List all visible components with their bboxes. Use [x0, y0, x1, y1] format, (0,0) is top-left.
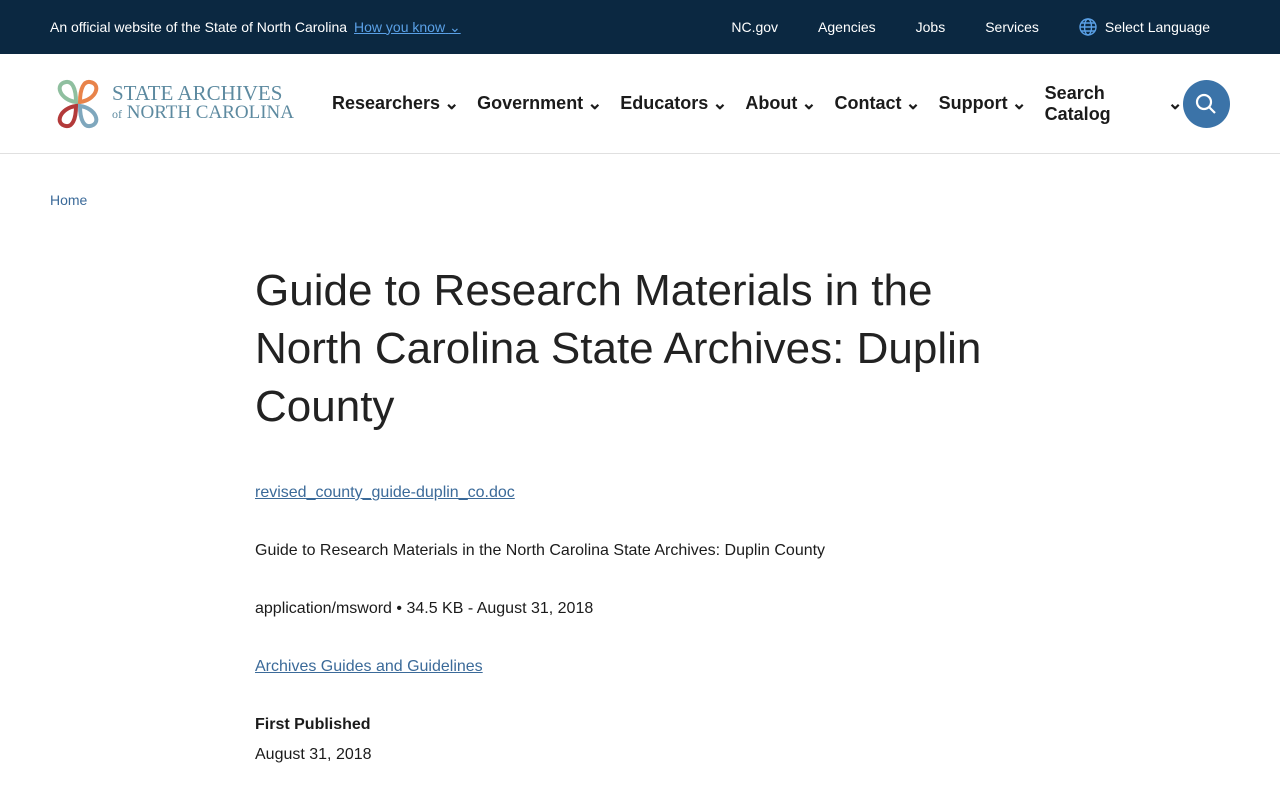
- category-link[interactable]: Archives Guides and Guidelines: [255, 658, 483, 675]
- chevron-down-icon: ⌄: [801, 93, 817, 113]
- chevron-down-icon: ⌄: [905, 93, 921, 113]
- link-services[interactable]: Services: [985, 19, 1039, 35]
- how-you-know-link[interactable]: How you know ⌄: [354, 18, 461, 35]
- logo-line2: NORTH CAROLINA: [126, 102, 294, 123]
- file-download-link[interactable]: revised_county_guide-duplin_co.doc: [255, 484, 515, 501]
- file-meta: application/msword • 34.5 KB - August 31, 2018: [255, 600, 594, 617]
- link-ncgov[interactable]: NC.gov: [731, 19, 779, 35]
- nav-support[interactable]: Support ⌄: [938, 93, 1027, 113]
- chevron-down-icon: ⌄: [587, 93, 603, 113]
- official-banner: [0, 0, 1280, 54]
- logo-of: of: [112, 107, 122, 121]
- dogwood-logo-icon: [50, 76, 106, 132]
- nav-government[interactable]: Government ⌄: [477, 93, 603, 113]
- page-title: Guide to Research Materials in the North Carolina State Archives: Duplin County: [255, 266, 982, 431]
- breadcrumb-home[interactable]: Home: [50, 192, 88, 208]
- nav-researchers[interactable]: Researchers ⌄: [331, 93, 460, 113]
- link-agencies[interactable]: Agencies: [818, 19, 876, 35]
- search-icon: [1194, 92, 1218, 116]
- chevron-down-icon: ⌄: [444, 93, 460, 113]
- nav-educators[interactable]: Educators ⌄: [620, 93, 728, 113]
- chevron-down-icon: ⌄: [448, 18, 461, 35]
- first-published-date: August 31, 2018: [255, 746, 372, 763]
- select-language-button[interactable]: Select Language: [1079, 18, 1210, 36]
- nav-contact[interactable]: Contact ⌄: [834, 93, 921, 113]
- chevron-down-icon: ⌄: [1167, 93, 1183, 113]
- link-jobs[interactable]: Jobs: [915, 19, 946, 35]
- official-text: An official website of the State of North Carolina: [50, 19, 348, 35]
- site-logo[interactable]: [50, 76, 332, 132]
- nav-search-catalog[interactable]: Search Catalog ⌄: [1044, 82, 1183, 124]
- globe-icon: [1079, 18, 1097, 36]
- file-description: Guide to Research Materials in the North Carolina State Archives: Duplin County: [255, 542, 826, 559]
- chevron-down-icon: ⌄: [1011, 93, 1027, 113]
- search-button[interactable]: [1183, 80, 1230, 128]
- chevron-down-icon: ⌄: [712, 93, 728, 113]
- first-published-label: First Published: [255, 716, 371, 733]
- nav-about[interactable]: About ⌄: [745, 93, 817, 113]
- logo-line1: STATE ARCHIVES: [112, 81, 283, 105]
